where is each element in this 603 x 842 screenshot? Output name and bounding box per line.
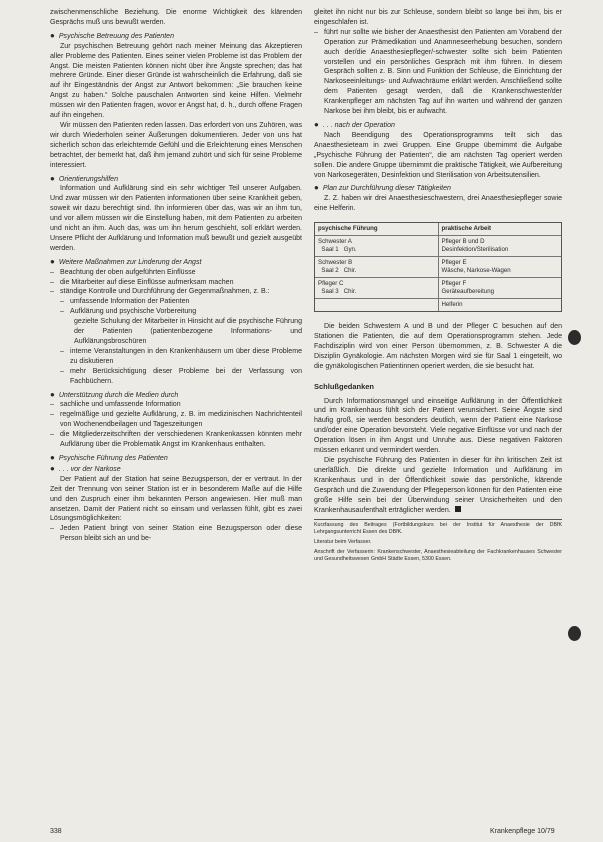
paragraph: Die psychische Führung des Patienten in dieser für ihn kritischen Zeit ist unerläßlich. Die direkte und gezielte Information und Aufklärung im Krankenhaus und in der Öffentlichkeit sowie das persönliche, klärende Gespräch und die Zuwendung der Pflegeperson können für den Patienten eine große Hilfe sein bei der Überwindung seiner Unsicherheiten und den Krankenhausaufenthalt erträglicher werden. [314,457,562,514]
footnote: Kurzfassung des Beitrages (Fortbildungskurs bei der Institut für Anaesthesie der DBfK Lehrgangsunterricht Essen des DBfK. [314,519,562,536]
bullet-icon: ● [50,389,55,399]
table-cell: Pfleger F Geräteaufbereitung [441,280,495,296]
section-title: Schlußgedanken [314,381,375,391]
bullet-icon: ● [50,463,55,473]
paragraph: Information und Aufklärung sind ein sehr wichtiger Teil unserer Aufgaben. Und zwar müssen wir den Patienten informationen über seine Krankheit geben, soweit wir dazu berechtigt sind. Ihn informieren über das, was wir an ihm tun, und vor allem müssen wir die Einstellung haben, mit dem Patienten zu arbeiten und nicht an ihm. Auch das, was um ihn herum geschieht, soll erklärt werden. Unsere Pflicht der Aufklärung und Information muß bewußt und gezielt ausgeübt werden. [50,185,302,252]
list-item: – Aufklärung und psychische Vorbereitung [60,308,197,316]
list-item: – umfassende Information der Patienten [60,298,190,306]
list-item: – die Mitgliederzeitschriften der verschiedenen Krankenkassen könnten mehr Aufklärung über die Problematik Angst im Krankenhaus enthalten. [50,431,302,449]
table-row [315,235,561,256]
section-heading: ● . . . nach der Operation [314,119,395,129]
section-heading: ● Psychische Betreuung des Patienten [50,30,175,40]
list-item: – regelmäßige und gezielte Aufklärung, z. B. im medizinischen Nachrichtenteil von Wochenendbeilagen und Tageszeitungen [50,411,302,429]
bullet-icon: ● [50,452,55,462]
left-column [50,8,302,544]
section-heading: ● Weitere Maßnahmen zur Linderung der Angst [50,256,202,266]
table-row [315,277,561,298]
list-item: – Jeden Patient bringt von seiner Station eine Bezugsperson oder diese Person bleibt sich an und be- [50,525,302,543]
paragraph: Wir müssen den Patienten reden lassen. Das erfordert von uns Zuhören, was wir durch Wiederholen seiner Äußerungen dokumentieren. Jeder von uns hat sicherlich schon das erleichternde Gefühl und die Erleichterung eines Menschen betrachtet, der bemerkt hat, daß ihm jemand zuhört und sich für seine Probleme interessiert. [50,121,302,169]
list-item: – die Mitarbeiter auf diese Einflüsse aufmerksam machen [50,278,234,286]
footnote: Anschrift der Verfasserin: Krankenschwester, Anaesthesieabteilung der Fachkrankenhauses Schwester und Gesundheitswesen GmbH Städte Essen, 5300 Essen. [314,548,562,562]
table-cell [315,299,439,311]
list-item: – interne Veranstaltungen in den Krankenhäusern um über diese Probleme zu diskutieren [60,347,302,365]
punch-hole-icon [568,330,581,345]
bullet-icon: ● [50,30,55,40]
table-row [315,298,561,311]
paragraph: Zur psychischen Betreuung gehört nach meiner Meinung das Akzeptieren aller Probleme des Patienten. Eines seiner vielen Probleme ist das Problem der Angst. Die meisten Patienten können nicht über ihre Ängste sprechen; das hat mehrere Gründe. Einer dieser Gründe ist wahrscheinlich die Erfahrung, daß sie auf ihr Eingeständnis der Angst zur Antwort bekommen: „Sie brauchen keine Angst zu haben.“ Solche pauschalen Antworten sind keine Hilfen. Vielmehr müssen wir den Patienten fragen, wovor er Angst hat, d. h., durch offene Fragen auf ihn eingehen. [50,42,302,120]
bullet-icon: ● [50,256,55,266]
table-cell: Schwester A Saal 1 Gyn. [315,236,439,256]
end-mark-icon [455,506,461,512]
paragraph: Der Patient auf der Station hat seine Bezugsperson, der er vertraut. In der Zeit der Trennung von seiner Station ist er in besonderem Maße auf die Hilfe und den Zuspruch einer ihm bekannten Person angewiesen. Hier muß man ansetzen. Damit der Patient nicht so einsam und verlassen fühlt, gibt es zwei Lösungsmöglichkeiten: [50,475,302,523]
journal-footer: Krankenpflege 10/79 [490,828,555,835]
page-number: 338 [50,828,62,835]
section-heading: ● Psychische Führung des Patienten [50,452,168,462]
list-item: – sachliche und umfassende Information [50,401,181,409]
list-item: gezielte Schulung der Mitarbeiter in Hinsicht auf die psychische Führung der Patienten (patientenbezogene Informations- und Aufklärungsbroschüren [74,318,302,345]
paragraph: Durch Informationsmangel und einseitige Aufklärung in der Öffentlichkeit und im Krankenhaus fühlt sich der Patient verunsichert. Seine Ängste sind häufig groß, sie werden besonders deutlich, wenn der Patient eine Narkose und/oder eine Operation bevorsteht. Viele negative Einflüsse vor und nach der Operation lösen in ihm Angst und Unruhe aus. Diese negativen Faktoren müssen erkannt und vermindert werden. [314,397,562,455]
table-cell: Pfleger E Wäsche, Narkose-Wagen [441,259,511,275]
paragraph: Nach Beendigung des Operationsprogramms teilt sich das Anaesthesieteam in zwei Gruppen. Eine Gruppe übernimmt die Aufgabe „Psychische Führung der Patienten“, die am nächsten Tag operiert werden sollen. Die andere Gruppe übernimmt die praktische Tätigkeit, wie Aufbereitung von Narkosegeräten, Desinfektion und Sterilisation von Arbeitsutensilien. [314,131,562,179]
paragraph: Z. Z. haben wir drei Anaesthesieschwestern, drei Anaesthesiepfleger sowie eine Helferin. [314,195,562,213]
punch-hole-icon [568,626,581,641]
subsection-heading: ● . . . vor der Narkose [50,463,121,473]
list-item: – mehr Berücksichtigung dieser Probleme bei der Verfassung von Fachbüchern. [60,367,302,385]
table-cell: Schwester B Saal 2 Chir. [315,257,439,277]
table-cell: Pfleger B und D Desinfektion/Sterilisation [441,238,509,254]
paragraph: gleitet ihn nicht nur bis zur Schleuse, sondern bleibt so lange bei ihm, bis er eingeschlafen ist. [314,9,562,26]
paragraph: Die beiden Schwestern A und B und der Pfleger C besuchen auf den Stationen die Patienten, die auf dem Operationsprogramm stehen. Jede Fachdisziplin wird von einer Person übernommen, z. B. Schwester A die Disziplin Gynäkologie. Am nächsten Morgen wird sie für Saal 1 eingeteilt, wo die gynäkologischen Patientinnen operiert werden, die sie besucht hat. [314,323,562,370]
bullet-icon: ● [314,119,319,129]
intro-paragraph: zwischenmenschliche Beziehung. Die enorme Wichtigkeit des klärenden Gesprächs muß uns bewußt werden. [50,9,302,26]
bullet-icon: ● [50,173,55,183]
table-cell: Pfleger C Saal 3 Chir. [315,278,439,298]
table-header-cell: psychische Führung [315,223,439,235]
section-heading: ● Unterstützung durch die Medien durch [50,389,179,399]
table-header-cell: praktische Arbeit [441,225,492,233]
section-heading: ● Plan zur Durchführung dieser Tätigkeiten [314,183,451,193]
section-heading: ● Orientierungshilfen [50,173,118,183]
table-cell: Helferin [441,301,463,309]
staff-plan-table [314,222,562,312]
footnote: Literatur beim Verfasser. [314,539,372,546]
right-column [314,8,562,562]
table-header-row [315,223,561,235]
list-item: – führt nur sollte wie bisher der Anaesthesist den Patienten am Vorabend der Operation zur Prämedikation und Anamneseerhebung besuchen, sondern auch der/die Anaesthesiepfleger/-schwester sollte sich beim Patienten vorstellen und ein persönliches Gespräch mit ihm führen. In diesem Gespräch sollten z. B. Sinn und Funktion der Schleuse, die Einrichtung der Narkoseeinleitungs- und Aufwachräume erklärt werden. Anschließend sollte dem Patienten gesagt werden, daß die Krankenschwester/der Krankenpfleger am nächsten Tag auf ihn warten und während der ganzen Narkose bei ihm bleibt, bis er aufwacht. [314,28,562,116]
list-item: – Beachtung der oben aufgeführten Einflüsse [50,268,196,276]
table-row [315,256,561,277]
bullet-icon: ● [314,183,319,193]
list-item: – ständige Kontrolle und Durchführung der Gegenmaßnahmen, z. B.: [50,288,270,296]
